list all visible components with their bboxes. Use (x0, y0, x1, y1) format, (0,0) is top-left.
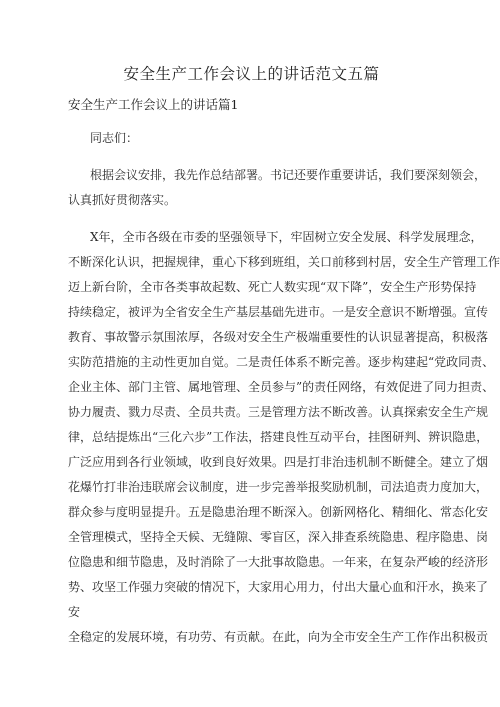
text-line: X年，全市各级在市委的坚强领导下，牢固树立安全发展、科学发展理念， (90, 230, 483, 244)
text-line: 位隐患和细节隐患，及时消除了一大批事故隐患。一年来，在复杂严峻的经济形 (68, 555, 489, 569)
text-line: 不断深化认识，把握规律，重心下移到班组，关口前移到村居，安全生产管理工作 (68, 255, 500, 269)
text-line: 全管理模式，坚持全天候、无缝隙、零盲区，深入排查系统隐患、程序隐患、岗 (68, 530, 489, 544)
text-line: 持续稳定，被评为全省安全生产基层基础先进市。一是安全意识不断增强。宣传 (68, 305, 489, 319)
text-line: 安 (68, 605, 81, 619)
paragraph (68, 126, 435, 151)
text-line: 广泛应用到各行业领域，收到良好效果。四是打非治违机制不断健全。建立了烟 (68, 455, 489, 469)
text-line: 群众参与度明显提升。五是隐患治理不断深入。创新网格化、精细化、常态化安 (68, 505, 489, 519)
text-line: 律，总结提炼出“三化六步”工作法，搭建良性互动平台，挂图研判、辨识隐患， (68, 430, 489, 444)
text-line: 花爆竹打非治违联席会议制度，进一步完善举报奖励机制，司法追责力度加大， (68, 480, 489, 494)
paragraph (68, 163, 487, 213)
text-line: 协力履责、戮力尽责、全员共责。三是管理方法不断改善。认真探索安全生产规 (68, 405, 489, 419)
text-line: 迈上新台阶，全市各类事故起数、死亡人数实现“双下降”，安全生产形势保持 (68, 280, 477, 294)
text-line: 势、攻坚工作强力突破的情况下，大家用心用力，付出大量心血和汗水，换来了 (68, 580, 489, 594)
document-title: 安全生产工作会议上的讲话范文五篇 (123, 65, 380, 83)
text-line: 教育、事故警示氛围浓厚，各级对安全生产极端重要性的认识显著提高，积极落 (68, 330, 489, 344)
document-body (68, 126, 500, 650)
section-heading: 安全生产工作会议上的讲话篇1 (68, 97, 239, 112)
paragraph (68, 225, 500, 650)
text-line: 实防范措施的主动性更加自觉。二是责任体系不断完善。逐步构建起“党政同责、 (68, 355, 495, 369)
text-line: 同志们： (90, 131, 139, 145)
text-line: 根据会议安排，我先作总结部署。书记还要作重要讲话，我们要深刻领会， (90, 168, 487, 182)
text-line: 全稳定的发展环境，有功劳、有贡献。在此，向为全市安全生产工作作出积极贡 (68, 630, 489, 644)
text-line: 认真抓好贯彻落实。 (68, 193, 177, 207)
text-line: 企业主体、部门主管、属地管理、全员参与”的责任网络，有效促进了同力担责、 (68, 380, 495, 394)
